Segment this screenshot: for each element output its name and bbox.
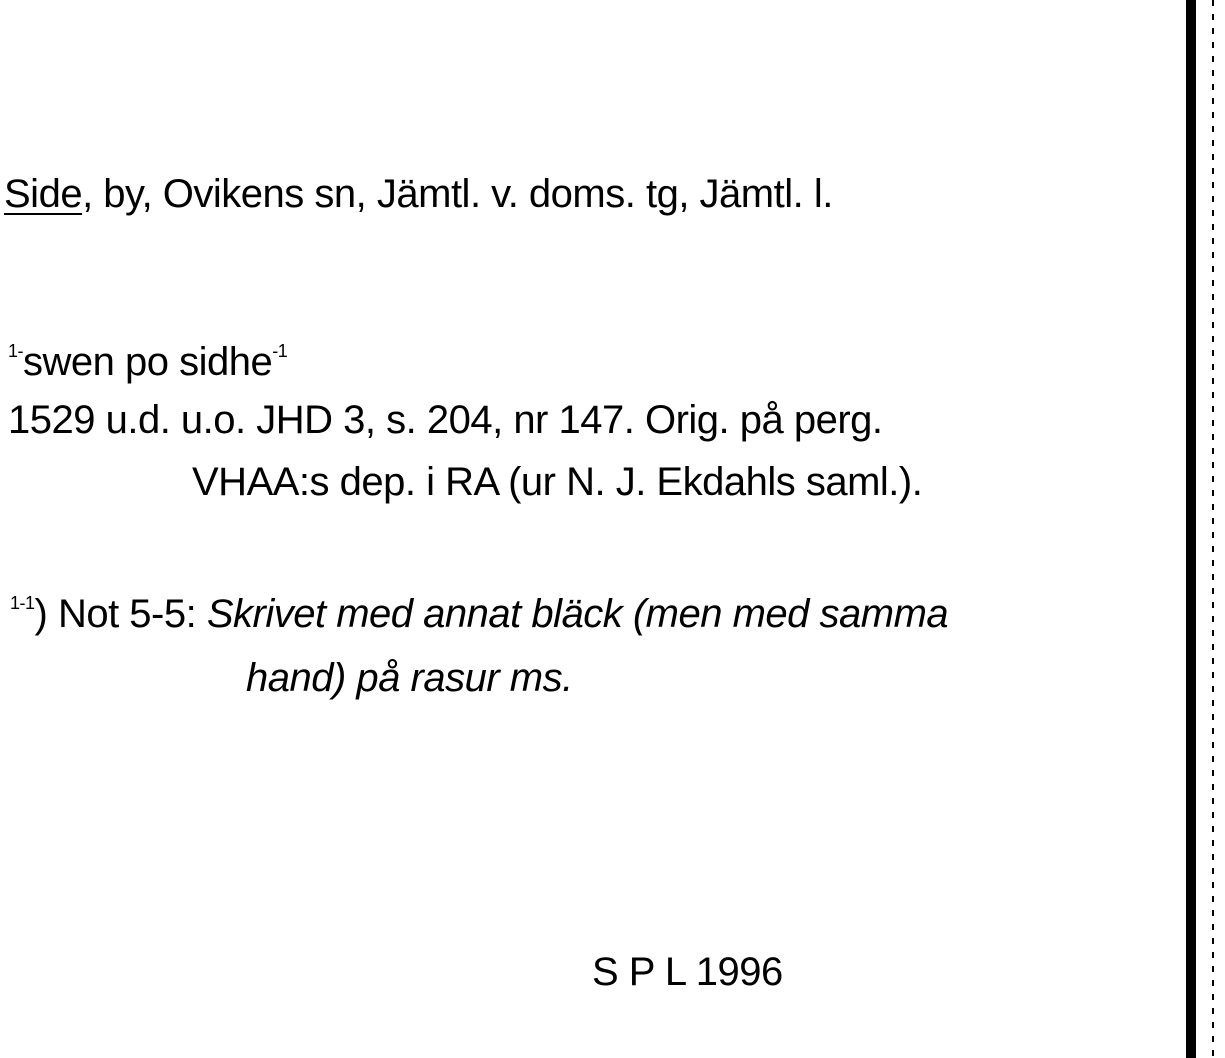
form-sup-after: -1 — [272, 341, 288, 361]
note-line-2: hand) på rasur ms. — [246, 656, 573, 700]
note-label: ) Not 5-5: — [34, 592, 207, 636]
scan-edge-noise — [1212, 0, 1214, 1058]
form-text: swen po sidhe — [23, 340, 273, 384]
scan-edge-border — [1186, 0, 1196, 1058]
source-line-1: 1529 u.d. u.o. JHD 3, s. 204, nr 147. Orig. på perg. — [8, 398, 883, 442]
headword: Side — [4, 172, 83, 216]
signature: S P L 1996 — [592, 950, 783, 994]
heading-line — [4, 172, 833, 217]
note-sup: 1-1 — [10, 593, 35, 613]
note-text-1: Skrivet med annat bläck (men med samma — [206, 592, 949, 636]
note-line-1 — [10, 592, 948, 637]
form-line — [8, 340, 287, 385]
form-sup-before: 1- — [8, 341, 24, 361]
heading-details: , by, Ovikens sn, Jämtl. v. doms. tg, Jämtl. l. — [82, 172, 833, 216]
source-line-2: VHAA:s dep. i RA (ur N. J. Ekdahls saml.). — [192, 460, 923, 504]
